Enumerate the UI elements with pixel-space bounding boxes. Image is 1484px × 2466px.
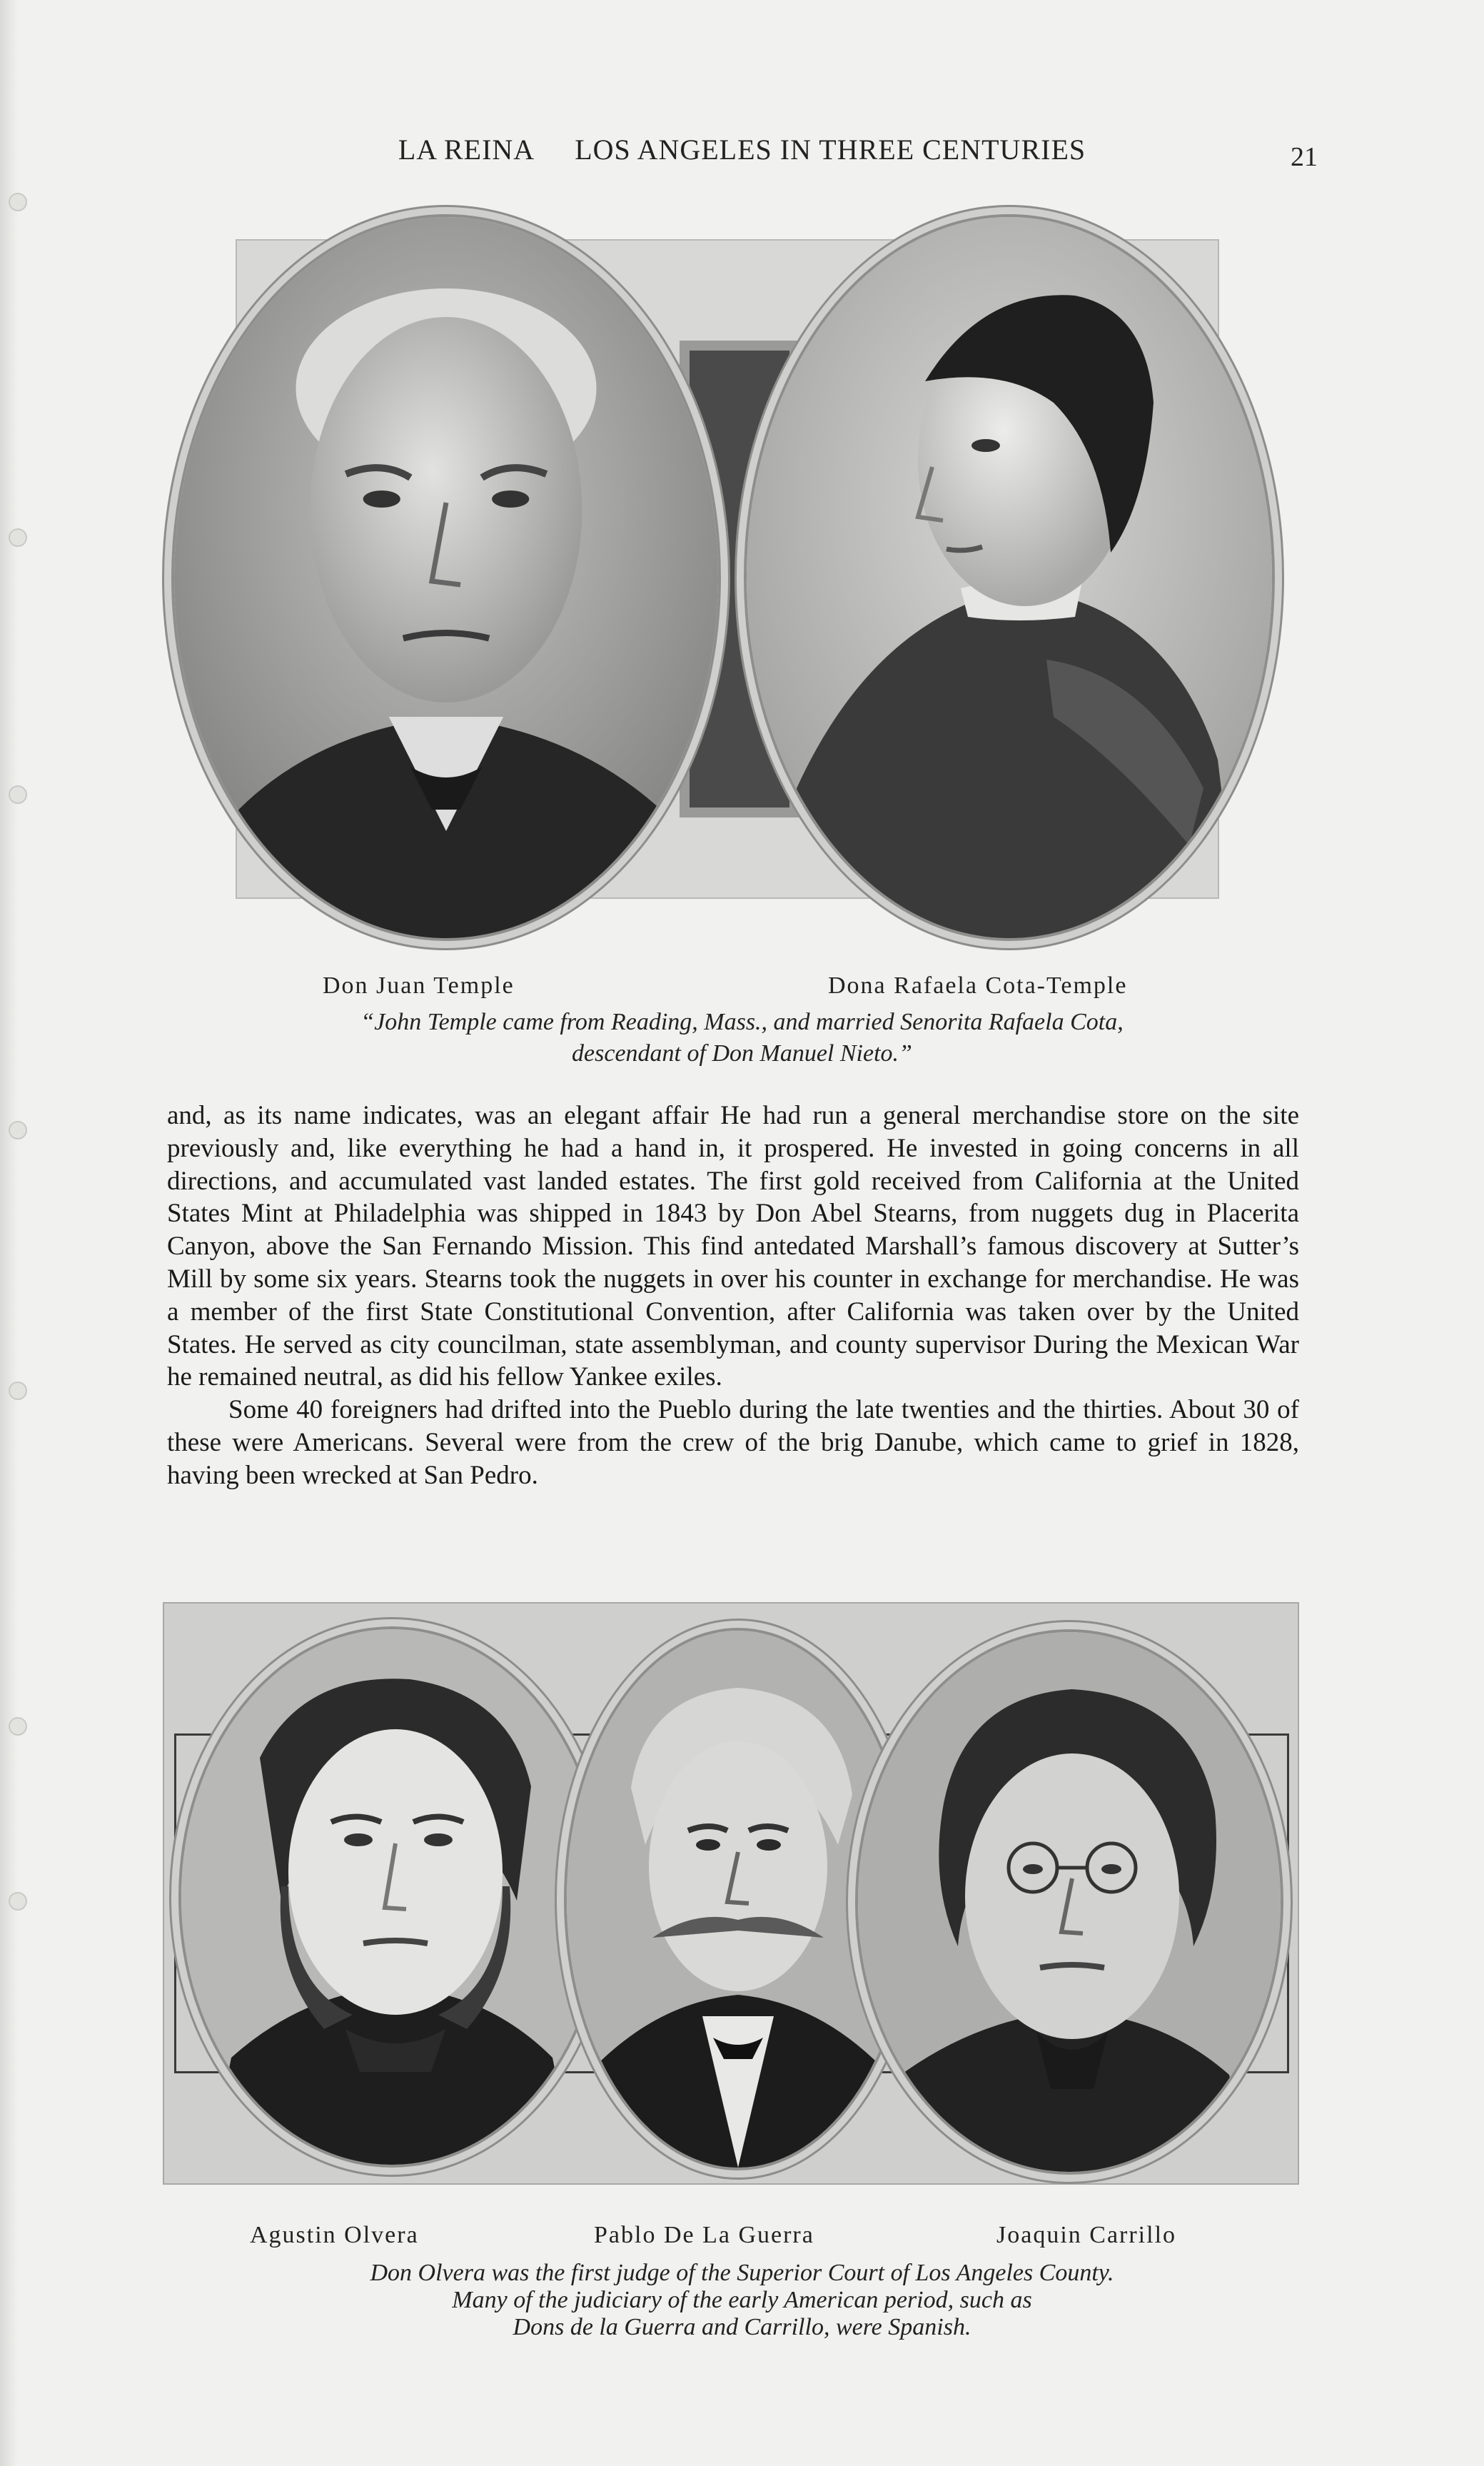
paragraph: Some 40 foreigners had drifted into the Pueblo during the late twenties and the thirties. About 30 of these were Americans. Several were from the crew of the brig Danube, which came to grief in 1828, having been wrecked at San Pedro.	[167, 1395, 1299, 1490]
page-number: 21	[1291, 142, 1318, 172]
article-body	[167, 1099, 1299, 1492]
binding-hole	[9, 785, 27, 804]
binding-hole	[9, 528, 27, 547]
caption-name-right: Dona Rafaela Cota-Temple	[828, 972, 1128, 999]
caption-name-left: Don Juan Temple	[323, 972, 515, 999]
top-caption-line-1: “John Temple came from Reading, Mass., and married Senorita Rafaela Cota,	[360, 1009, 1124, 1035]
portrait-woman-image	[747, 217, 1272, 938]
portrait-agustin-olvera	[178, 1626, 605, 2168]
binding-hole	[9, 1121, 27, 1139]
binding-hole	[9, 1717, 27, 1736]
caption-name-de-la-guerra: Pablo De La Guerra	[594, 2222, 814, 2248]
bottom-caption-line-1: Don Olvera was the first judge of the Superior Court of Los Angeles County.	[370, 2260, 1114, 2286]
binding-hole	[9, 1892, 27, 1911]
portrait-dona-rafaela-cota-temple	[744, 214, 1275, 941]
running-head-left: LA REINA	[398, 134, 535, 166]
running-head-right: LOS ANGELES IN THREE CENTURIES	[575, 134, 1086, 166]
binding-hole	[9, 193, 27, 211]
portrait-joaquin-carrillo	[855, 1629, 1283, 2175]
page-binding-edge	[0, 0, 19, 2466]
bottom-caption-line-2: Many of the judiciary of the early American period, such as	[452, 2287, 1032, 2313]
caption-name-olvera: Agustin Olvera	[250, 2222, 419, 2248]
top-caption-line-2: descendant of Don Manuel Nieto.”	[572, 1040, 912, 1067]
portrait-man-image	[181, 1629, 602, 2165]
paragraph: and, as its name indicates, was an elegant affair He had run a general merchandise store on the site previously and, like everything he had a hand in, it prospered. He invested in going concerns in all directions, and accumulated vast landed estates. The first gold received from California at the United States Mint at Philadelphia was shipped in 1843 by Don Abel Stearns, from nuggets dug in Placerita Canyon, above the San Fernando Mission. This find antedated Marshall’s famous discovery at Sutter’s Mill by some six years. Stearns took the nuggets in over his counter in exchange for merchandise. He was a member of the first State Constitutional Convention, after California was taken over by the United States. He served as city councilman, state assemblyman, and county supervisor During the Mexican War he remained neutral, as did his fellow Yankee exiles.	[167, 1101, 1299, 1392]
portrait-man-image	[174, 217, 718, 938]
portrait-don-juan-temple	[171, 214, 721, 941]
portrait-man-image	[858, 1632, 1281, 2172]
binding-hole	[9, 1382, 27, 1400]
bottom-caption-line-3: Dons de la Guerra and Carrillo, were Spanish.	[513, 2314, 971, 2340]
caption-name-carrillo: Joaquin Carrillo	[996, 2222, 1177, 2248]
